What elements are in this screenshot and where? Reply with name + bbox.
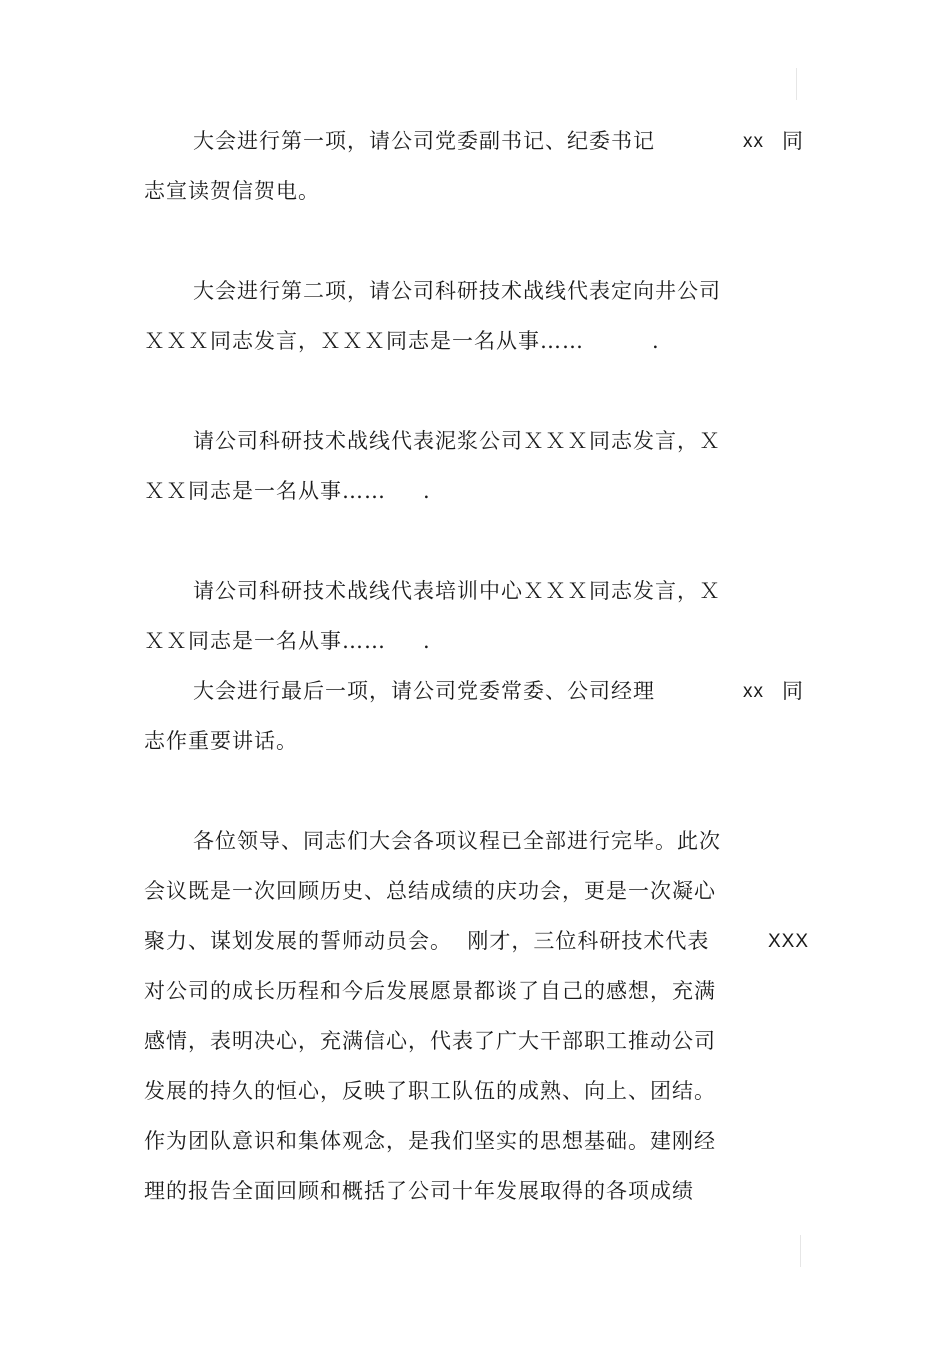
paragraph-3-line-2-end: .	[423, 479, 431, 503]
paragraph-3-line-1: 请公司科研技术战线代表泥浆公司ＸＸＸ同志发言，Ｘ	[193, 429, 721, 453]
page-corner-mark-bottom	[800, 1235, 801, 1267]
paragraph-1-name: xx	[743, 131, 764, 152]
paragraph-2-line-2-end: .	[652, 329, 660, 353]
paragraph-4-line-2-end: .	[423, 629, 431, 653]
page-corner-mark-top	[796, 68, 797, 100]
paragraph-4-line-1: 请公司科研技术战线代表培训中心ＸＸＸ同志发言，Ｘ	[193, 579, 721, 603]
paragraph-1-line-1-tail: 同	[782, 129, 804, 153]
paragraph-5-line-2: 志作重要讲话。	[144, 729, 298, 753]
paragraph-6-line-6: 发展的持久的恒心，反映了职工队伍的成熟、向上、团结。	[144, 1079, 716, 1103]
paragraph-5-line-1-tail: 同	[782, 679, 804, 703]
paragraph-4-line-2: ＸＸ同志是一名从事……	[144, 629, 386, 653]
paragraph-6-line-5: 感情，表明决心，充满信心，代表了广大干部职工推动公司	[144, 1029, 716, 1053]
paragraph-2-line-2: ＸＸＸ同志发言，ＸＸＸ同志是一名从事……	[144, 329, 584, 353]
paragraph-5-line-1: 大会进行最后一项，请公司党委常委、公司经理	[193, 679, 655, 703]
paragraph-2-line-1: 大会进行第二项，请公司科研技术战线代表定向井公司	[193, 279, 721, 303]
paragraph-6-line-7: 作为团队意识和集体观念，是我们坚实的思想基础。建刚经	[144, 1129, 716, 1153]
paragraph-6-line-1: 各位领导、同志们大会各项议程已全部进行完毕。此次	[193, 829, 721, 853]
paragraph-6-line-2: 会议既是一次回顾历史、总结成绩的庆功会，更是一次凝心	[144, 879, 716, 903]
paragraph-6-line-3-name: XXX	[768, 931, 810, 952]
paragraph-6-line-8: 理的报告全面回顾和概括了公司十年发展取得的各项成绩	[144, 1179, 694, 1203]
paragraph-3-line-2: ＸＸ同志是一名从事……	[144, 479, 386, 503]
paragraph-6-line-3: 聚力、谋划发展的誓师动员会。 刚才，三位科研技术代表	[144, 929, 710, 953]
paragraph-6-line-4: 对公司的成长历程和今后发展愿景都谈了自己的感想，充满	[144, 979, 716, 1003]
paragraph-1-line-1: 大会进行第一项，请公司党委副书记、纪委书记	[193, 129, 655, 153]
paragraph-1-line-2: 志宣读贺信贺电。	[144, 179, 320, 203]
paragraph-5-name: xx	[743, 681, 764, 702]
